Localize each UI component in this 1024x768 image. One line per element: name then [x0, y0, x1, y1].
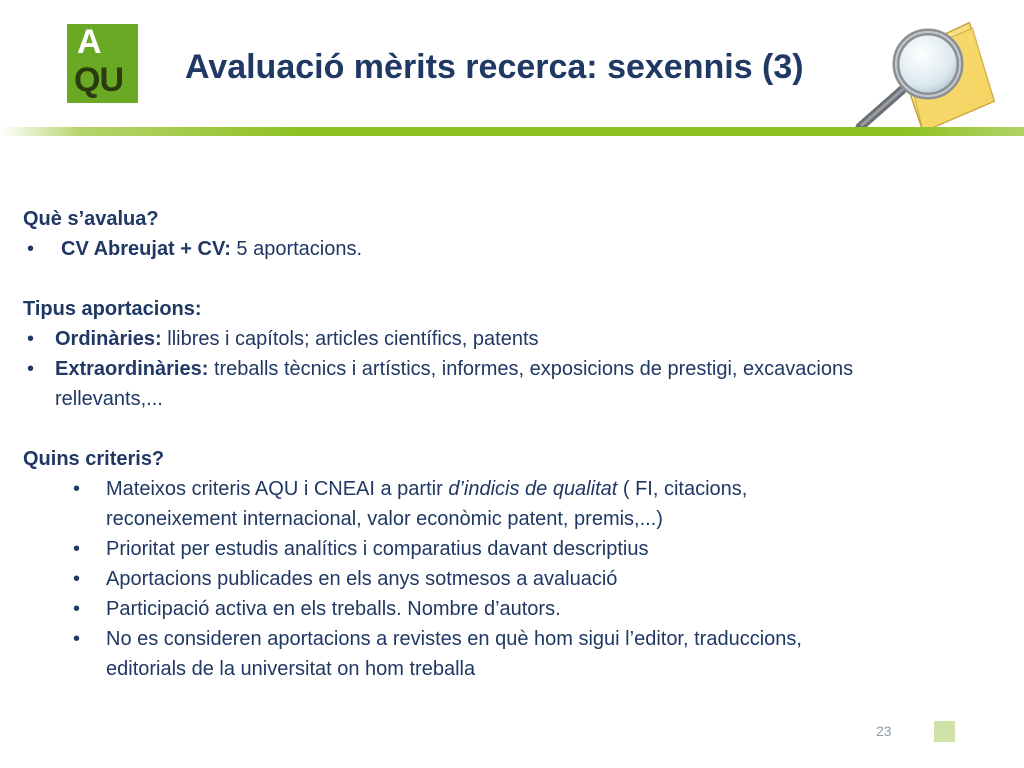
section-heading-que-savalua: Què s’avalua? — [23, 208, 159, 230]
list-item — [23, 234, 993, 264]
list-item — [23, 474, 993, 504]
list-item — [23, 324, 993, 354]
corner-square-decoration — [934, 721, 955, 742]
logo-line-1: A — [77, 23, 102, 61]
list-item-continuation: reconeixement internacional, valor econòmic patent, premis,...) — [106, 508, 663, 530]
section-heading-quins-criteris: Quins criteris? — [23, 448, 165, 470]
item-label: Extraordinàries: — [55, 358, 209, 380]
bullet-icon: • — [27, 328, 35, 350]
header-divider — [0, 127, 1024, 136]
item-text: Aportacions publicades en els anys sotmesos a avaluació — [106, 568, 618, 590]
item-italic-text: d’indicis de qualitat — [448, 478, 618, 500]
list-item-continuation: rellevants,... — [55, 388, 163, 410]
item-text: No es consideren aportacions a revistes en què hom sigui l’editor, traduccions, — [106, 628, 802, 650]
section-heading-tipus-aportacions: Tipus aportacions: — [23, 298, 202, 320]
item-text: Prioritat per estudis analítics i comparatius davant descriptius — [106, 538, 649, 560]
bullet-icon: • — [27, 358, 35, 380]
aqu-logo — [67, 24, 138, 103]
slide-title: Avaluació mèrits recerca: sexennis (3) — [185, 48, 804, 86]
item-text: ( FI, citacions, — [617, 478, 748, 500]
logo-line-2: QU — [74, 61, 123, 99]
bullet-icon: • — [73, 598, 81, 620]
list-item — [23, 624, 993, 654]
list-item-continuation: editorials de la universitat on hom treballa — [106, 658, 476, 680]
magnifier-folder-icon — [850, 12, 1000, 137]
list-item — [23, 594, 993, 624]
list-item — [23, 564, 993, 594]
item-text: llibres i capítols; articles científics, patents — [161, 328, 539, 350]
bullet-icon: • — [73, 538, 81, 560]
slide-body — [23, 204, 993, 684]
bullet-icon: • — [27, 238, 35, 260]
item-label: Ordinàries: — [55, 328, 162, 350]
bullet-icon: • — [73, 628, 81, 650]
item-label: CV Abreujat + CV: — [61, 238, 231, 260]
list-item — [23, 534, 993, 564]
page-number: 23 — [876, 723, 892, 739]
bullet-icon: • — [73, 478, 81, 500]
item-text: Participació activa en els treballs. Nombre d’autors. — [106, 598, 561, 620]
bullet-icon: • — [73, 568, 81, 590]
list-item — [23, 354, 993, 384]
item-text: treballs tècnics i artístics, informes, exposicions de prestigi, excavacions — [208, 358, 854, 380]
item-text: Mateixos criteris AQU i CNEAI a partir — [106, 478, 449, 500]
item-text: 5 aportacions. — [230, 238, 363, 260]
